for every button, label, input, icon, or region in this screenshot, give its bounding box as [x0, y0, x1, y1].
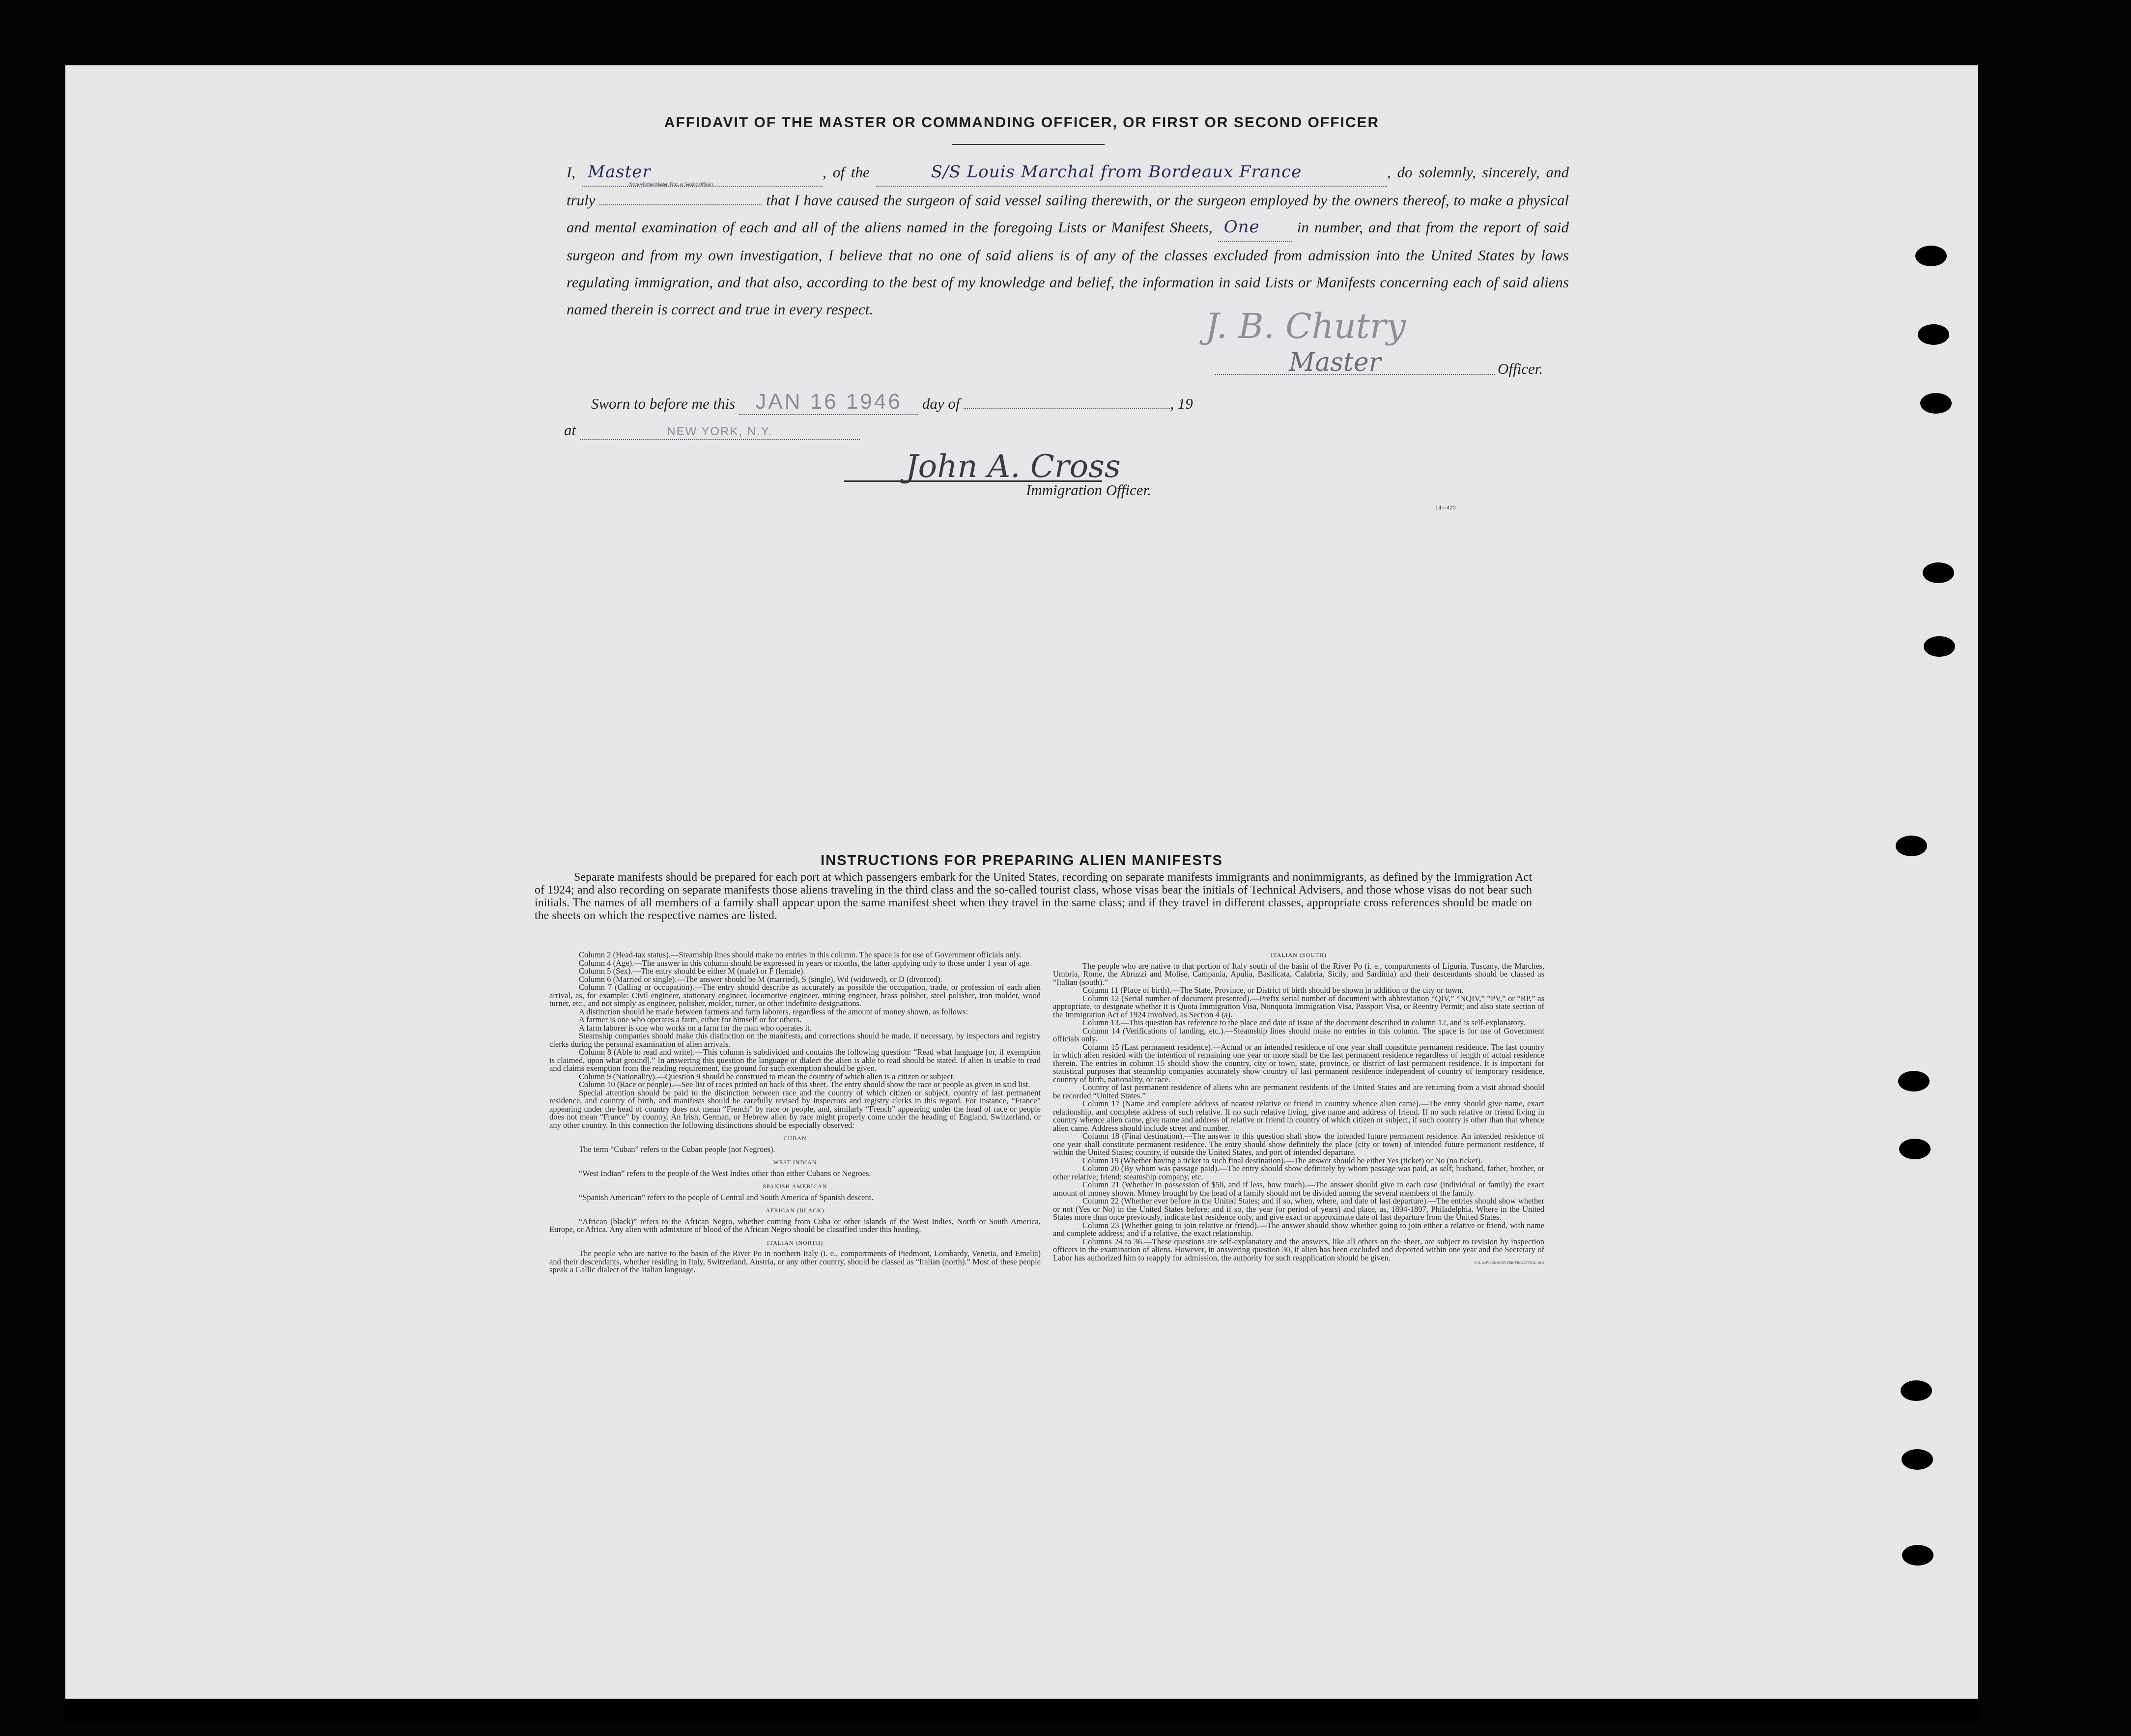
at-field	[580, 421, 860, 440]
rank-note: (State whether Master, First, or Second Officer)	[628, 182, 713, 187]
instruction-paragraph: Column 10 (Race or people).—See list of races printed on back of this sheet. The entry should show the race or people as given in said list.	[579, 1080, 1030, 1089]
scan-edge	[65, 1699, 1978, 1721]
instructions-title: INSTRUCTIONS FOR PREPARING ALIEN MANIFESTS	[821, 853, 1223, 868]
instruction-paragraph: Column 5 (Sex).—The entry should be either M (male) or F (female).	[579, 966, 805, 976]
binding-hole	[1915, 246, 1947, 266]
manifest-sheet	[65, 65, 1978, 1721]
instruction-paragraph: Column 23 (Whether going to join relative or friend).—The answer should show whether going to join either a relative or friend, with name and complete address; and if a relative, the exact relationship.	[1053, 1220, 1544, 1238]
instruction-paragraph: Column 17 (Name and complete address of nearest relative or friend in country whence alien came).—The entry should give name, exact relationship, and complete address of such relative. If no such relative living, give name and address of friend. If no such relative or friend living in country whence alien came, give name and address of relative or friend in country of which citizen or subject, if such country is other than that whence alien came. Address should include street and number.	[1053, 1099, 1544, 1133]
sworn-month-field	[964, 408, 1170, 409]
binding-hole	[1898, 1071, 1930, 1092]
form-number: 14—420	[1435, 505, 1456, 511]
text-spanish-american: “Spanish American” refers to the people of Central and South America of Spanish descent.	[579, 1192, 874, 1202]
heading-african: AFRICAN (BLACK)	[766, 1207, 824, 1214]
instruction-paragraph: Column 20 (By whom was passage paid).—The entry should show definitely by whom passage was paid, as self; husband, father, brother, or other relative; friend; steamship company, etc.	[1053, 1164, 1544, 1181]
printer-note: U. S. GOVERNMENT PRINTING OFFICE: 1944	[1474, 1261, 1544, 1265]
instruction-paragraph: Column 7 (Calling or occupation).—The entry should describe as accurately as possible the occupation, trade, or profession of each alien arrival, as, for example: Civil engineer, stationary engineer, locomotive engineer, mining engineer, brass polisher, steel polisher, iron molder, wood turner, etc., and not simply as engineer, polisher, molder, turner, or other indefinite designations.	[549, 982, 1041, 1008]
affidavit-body	[567, 159, 1569, 323]
place-stamp: NEW YORK, N.Y.	[667, 425, 773, 438]
heading-cuban: CUBAN	[783, 1135, 807, 1142]
vessel-handwritten: S/S Louis Marchal from Bordeaux France	[931, 162, 1302, 182]
heading-italian-north: ITALIAN (NORTH)	[767, 1239, 824, 1246]
blank-field	[599, 204, 762, 205]
instruction-paragraph: Column 4 (Age).—The answer in this column should be expressed in years or months, the latter applying only to those under 1 year of age.	[579, 958, 1031, 968]
instruction-paragraph: Column 8 (Able to read and write).—This column is subdivided and contains the following question: “Read what language [or, if exemption is claimed, upon what ground].” In answering this question the language or dialect the alien is able to read should be stated. If alien is unable to read and claims exemption from the reading requirement, the ground for such exemption should be given.	[549, 1047, 1041, 1073]
instruction-paragraph: Column 15 (Last permanent residence).—Actual or an intended residence of one year shall constitute permanent residence. The last country in which alien resided with the intention of remaining one year or more shall be the last permanent residence regardless of length of actual residence therein. The entries in column 15 should show the country, city or town, state, province, or district of last permanent residence. It is important for statistical purposes that steamship companies accurately show country of last permanent residence independent of country of temporary residence, country of birth, nationality, or race.	[1053, 1042, 1544, 1084]
binding-hole	[1920, 393, 1952, 414]
sworn-year: , 19	[1170, 395, 1193, 412]
title-rule	[952, 144, 1105, 145]
affidavit-text-3: in number, and that from the report of said surgeon and from my own investigation, I believe that no one of said aliens is of any of the classes excluded from admission into the United States by laws regulating immigration, and that also, according to the best of my knowledge and belief, the information in said Lists or Manifests concerning each of said aliens named therein is correct and true in every respect.	[567, 219, 1569, 318]
instruction-paragraph: A farm laborer is one who works on a farm for the man who operates it.	[579, 1023, 812, 1033]
instruction-paragraph: Column 2 (Head-tax status).—Steamship lines should make no entries in this column. The space is for use of Government officials only.	[579, 950, 1022, 959]
sheets-handwritten: One	[1223, 217, 1260, 237]
instruction-paragraph: Special attention should be paid to the distinction between race and the country of which citizen or subject, country of last permanent residence, and country of birth, and manifests should be carefully revised by inspectors and registry clerks in this regard. For instance, “France” appearing under the head of country does not mean “French” by race or people, and, similarly “French” appearing under the head of race or people does not mean “France” by country. An Irish, German, or Hebrew alien by race might properly come under the heading of England, Switzerland, or any other country. In this connection the following distinctions should be especially observed:	[549, 1088, 1041, 1130]
instruction-paragraph: A distinction should be made between farmers and farm laborers, regardless of the amount of money shown, as follows:	[579, 1007, 968, 1016]
officer-signature: John A. Cross	[906, 448, 1121, 485]
binding-hole	[1923, 562, 1954, 583]
instruction-paragraph: Column 6 (Married or single).—The answer should be M (married), S (single), Wd (widowed), or D (divorced).	[579, 974, 942, 984]
affidavit-text-1: , do solemnly, sincerely, and truly	[567, 164, 1569, 209]
instruction-paragraph: Columns 24 to 36.—These questions are self-explanatory and the answers, like all others on the sheet, are subject to revision by inspection officers in the examination of aliens. However, in answering question 30, if alien has been excluded and deported within one year and the Secretary of Labor has authorized him to reapply for admission, the authority for such reapplication should be given.	[1053, 1236, 1544, 1262]
sworn-prefix: Sworn to before me this	[591, 395, 736, 412]
vessel-field	[876, 159, 1387, 187]
text-italian-north: The people who are native to the basin of the River Po in northern Italy (i. e., compartments of Piedmont, Lombardy, Venetia, and Emelia) and their descendants, whether residing in Italy, Switzerland, Austria, or any other country, should be classed as “Italian (north).” Most of these people speak a Gallic dialect of the Italian language.	[549, 1249, 1041, 1274]
affidavit-i: I,	[567, 164, 576, 181]
instruction-paragraph: Column 12 (Serial number of document presented).—Prefix serial number of document with abbreviation “QIV,” “NQIV,” “PV,” or “RP,” as appropriate, to designate whether it is Quota Immigration Visa, Nonquota Immigration Visa, Passport Visa, or Reentry Permit; and also state section of the Immigration Act of 1924 involved, as Section 4 (a).	[1053, 993, 1544, 1019]
instruction-paragraph: Column 14 (Verifications of landing, etc.).—Steamship lines should make no entries in this column. The space is for use of Government officials only.	[1053, 1026, 1544, 1043]
at-line	[564, 421, 860, 440]
instruction-paragraph: Column 9 (Nationality).—Question 9 should be construed to mean the country of which alien is a citizen or subject.	[579, 1071, 955, 1081]
heading-italian-south: ITALIAN (SOUTH)	[1271, 952, 1327, 958]
immigration-officer-label: Immigration Officer.	[1026, 481, 1151, 499]
instruction-paragraph: The people who are native to that portion of Italy south of the basin of the River Po (i. e., compartments of Liguria, Tuscany, the Marches, Umbria, Rome, the Abruzzi and Molise, Campania, Apulia, Basilicata, Calabria, Sicily, and Sardinia) and their descendants should be classed as “Italian (south).”	[1053, 961, 1544, 987]
instructions-intro: Separate manifests should be prepared for each port at which passengers embark for the United States, recording on separate manifests immigrants and nonimmigrants, as defined by the Immigration Act of 1924; and also recording on separate manifests those aliens traveling in the third class and the so-called tourist class, whose visas bear the initials of Technical Advisers, and those whose visas do not bear such initials. The names of all members of a family shall appear upon the same manifest sheet when they travel in the same class; and if they travel in different classes, appropriate cross references should be made on the sheets on which the respective names are listed.	[535, 871, 1532, 922]
affidavit-text-2: that I have caused the surgeon of said vessel sailing therewith, or the surgeon employed by the owners thereof, to make a physical and mental examination of each and all of the aliens named in the foregoing Lists or Manifest Sheets,	[567, 192, 1569, 236]
text-african: “African (black)” refers to the African Negro, whether coming from Cuba or other islands of the West Indies, North or South America, Europe, or Africa. Any alien with admixture of blood of the African Negro should be classified under this heading.	[549, 1216, 1041, 1234]
binding-hole	[1902, 1449, 1933, 1470]
instruction-paragraph: Column 11 (Place of birth).—The State, Province, or District of birth should be shown in addition to the city or town.	[1082, 985, 1464, 995]
instructions-right-column	[1053, 951, 1544, 1267]
sworn-date-field	[739, 390, 918, 415]
binding-hole	[1918, 324, 1949, 345]
instruction-paragraph: Column 21 (Whether in possession of $50, and if less, how much).—The answer should give in each case (individual or family) the exact amount of money shown. Money brought by the head of a family should not be divided among the several members of the family.	[1053, 1180, 1544, 1198]
heading-spanish-american: SPANISH AMERICAN	[763, 1183, 827, 1190]
heading-west-indian: WEST INDIAN	[773, 1159, 817, 1166]
officer-signature-line	[1215, 374, 1495, 375]
instruction-paragraph: A farmer is one who operates a farm, either for himself or for others.	[579, 1015, 802, 1024]
affidavit-title: AFFIDAVIT OF THE MASTER OR COMMANDING OFFICER, OR FIRST OR SECOND OFFICER	[664, 114, 1380, 131]
instruction-paragraph: Column 22 (Whether ever before in the United States; and if so, when, where, and date of last departure).—The entries should show whether or not (Yes or No) in the United States before; and if so, the year (or period of years) and place, as, 1894-1897, Philadelphia. Where in the United States more than once previously, indicate last residence only, and give exact or approximate date of last departure from the United States.	[1053, 1196, 1544, 1222]
binding-hole	[1899, 1139, 1931, 1159]
date-stamp: JAN 16 1946	[755, 390, 902, 414]
at-label: at	[564, 421, 576, 439]
officer-label: Officer.	[1498, 360, 1543, 377]
binding-hole	[1924, 636, 1955, 657]
of-the-label: , of the	[823, 164, 870, 181]
binding-hole	[1901, 1380, 1932, 1401]
master-signature-title: Master	[1289, 348, 1381, 377]
binding-hole	[1902, 1545, 1933, 1566]
rank-handwritten: Master	[588, 162, 651, 182]
text-cuban: The term “Cuban” refers to the Cuban people (not Negroes).	[579, 1144, 775, 1154]
instruction-paragraph: Column 13.—This question has reference to the place and date of issue of the document described in column 12, and is self-explanatory.	[1082, 1018, 1526, 1027]
instruction-paragraph: Country of last permanent residence of aliens who are permanent residents of the United States and are returning from a visit abroad should be recorded “United States.”	[1053, 1083, 1544, 1100]
sworn-day: day of	[922, 395, 960, 412]
instruction-paragraph: Steamship companies should make this distinction on the manifests, and corrections should be made, if necessary, by inspectors and registry clerks during the personal examination of alien arrivals.	[549, 1031, 1041, 1049]
text-west-indian: “West Indian” refers to the people of the West Indies other than either Cubans or Negroes.	[579, 1168, 871, 1178]
sworn-line	[591, 390, 1193, 415]
rank-field	[582, 159, 823, 187]
master-signature: J. B. Chutry	[1205, 306, 1406, 346]
instructions-left-column	[549, 951, 1041, 1274]
instruction-paragraph: Column 18 (Final destination).—The answer to this question shall show the intended future permanent residence. An intended residence of one year shall constitute permanent residence. The entry should show definitely the place (city or town) of intended future permanent residence, if within the United States; country, if outside the United States, and port of intended departure.	[1053, 1131, 1544, 1157]
instruction-paragraph: Column 19 (Whether having a ticket to such final destination).—The answer should be either Yes (ticket) or No (no ticket).	[1082, 1155, 1482, 1165]
sheets-field	[1218, 214, 1292, 242]
